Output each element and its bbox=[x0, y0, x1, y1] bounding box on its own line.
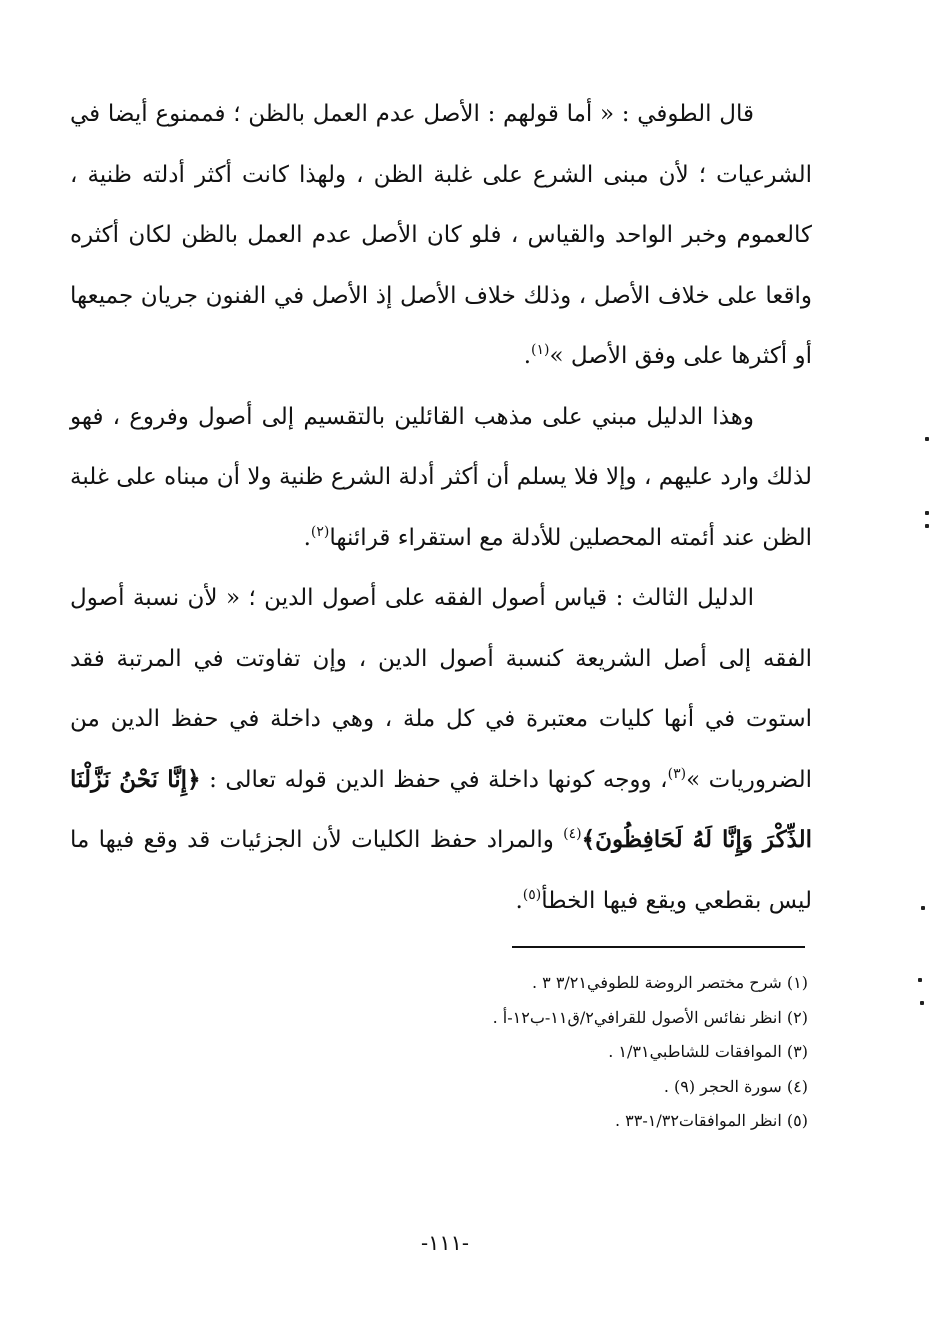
page-number: -١١١- bbox=[420, 1231, 470, 1255]
text-run: . bbox=[515, 887, 523, 914]
footnote-ref: (١) bbox=[531, 342, 550, 358]
text-run: والمراد حفظ الكليات لأن الجزئيات قد وقع فيها ما ليس بقطعي ويقع فيها الخطأ bbox=[70, 827, 812, 914]
text-run: ، ووجه كونها داخلة في حفظ الدين قوله تعالى : bbox=[200, 766, 668, 793]
footnote-ref: (٢) bbox=[310, 523, 330, 540]
text-run: وهذا الدليل مبني على مذهب القائلين بالتقسيم إلى أصول وفروع ، فهو لذلك وارد عليهم ، وإلا فلا يسلم أن أكثر أدلة الشرع ظنية ولا أن مبناه على غلبة الظن عند أئمته المحصلين للأدلة مع استقراء قرائنها bbox=[70, 403, 812, 551]
scan-speck bbox=[925, 511, 929, 515]
footnote-ref: (٤) bbox=[563, 826, 582, 842]
footnote-ref: (٣) bbox=[667, 765, 687, 782]
scan-speck bbox=[925, 524, 929, 528]
footnote-4: (٤) سورة الحجر (٩) . bbox=[663, 1076, 808, 1096]
text-run: . bbox=[523, 343, 532, 369]
footnotes-section bbox=[300, 966, 808, 1139]
text-run: الدليل الثالث : قياس أصول الفقه على أصول الدين ؛ « لأن نسبة أصول الفقه إلى أصل الشريعة كنسبة أصول الدين ، وإن تفاوتت في المرتبة فقد استوت في أنها كليات معتبرة في كل ملة ، وهي داخلة في حفظ الدين من الضروريات » bbox=[70, 585, 812, 793]
text-run: قال الطوفي : « أما قولهم : الأصل عدم العمل بالظن ؛ فممنوع أيضا في الشرعيات ؛ لأن مبنى الشرع على غلبة الظن ، ولهذا كانت أكثر أدلته ظنية ، كالعموم وخبر الواحد والقياس ، فلو كان الأصل عدم العمل بالظن لكان أكثره واقعا على خلاف الأصل ، وذلك خلاف الأصل إذ الأصل في الفنون جريان جميعها أو أكثرها على وفق الأصل » bbox=[70, 101, 812, 369]
quran-verse: ﴿إِنَّا نَحْنُ نَزَّلْنَا الذِّكْرَ وَإِنَّا لَهُ لَحَافِظُونَ﴾ bbox=[70, 765, 812, 853]
footnote-5: (٥) انظر الموافقات١/٣٢-٣٣ . bbox=[614, 1111, 808, 1130]
footnote-3: (٣) الموافقات للشاطبي١/٣١ . bbox=[608, 1042, 808, 1061]
scan-speck bbox=[920, 1001, 924, 1005]
text-run: . bbox=[303, 524, 311, 551]
footnote-separator bbox=[512, 946, 805, 948]
footnote-2: (٢) انظر نفائس الأصول للقرافي٢/ق١١-ب١٢-أ . bbox=[492, 1007, 808, 1027]
paragraph bbox=[70, 568, 812, 931]
scan-speck bbox=[918, 978, 922, 982]
scan-speck bbox=[921, 906, 925, 910]
footnote-1: (١) شرح مختصر الروضة للطوفي٣/٢١ ٣ . bbox=[531, 973, 808, 992]
paragraph bbox=[70, 84, 812, 387]
scan-speck bbox=[925, 437, 929, 441]
main-text bbox=[70, 84, 812, 931]
paragraph bbox=[70, 387, 812, 569]
footnote-ref: (٥) bbox=[522, 886, 542, 903]
